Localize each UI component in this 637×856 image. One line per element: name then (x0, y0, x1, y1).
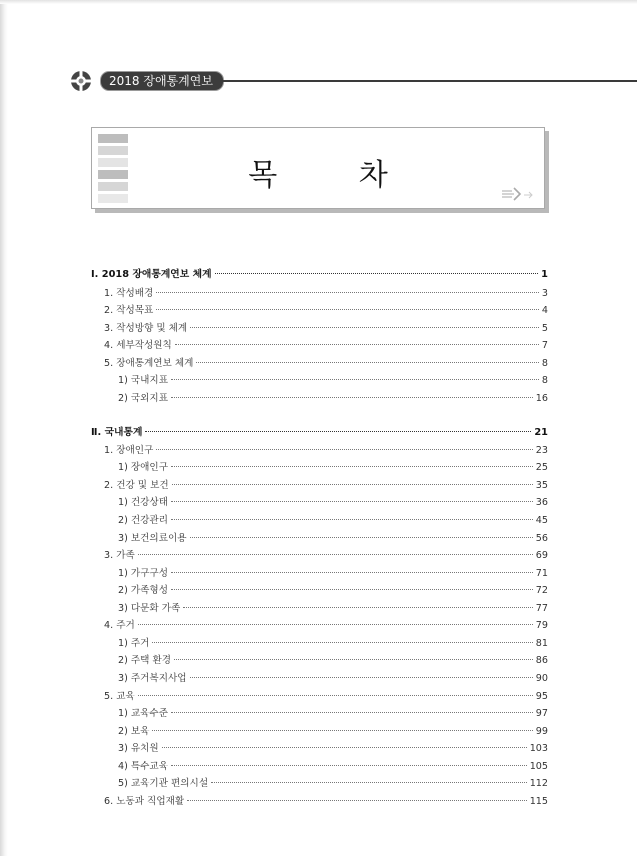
toc-entry-label: 1) 주거 (118, 638, 150, 649)
toc-entry-label: 1. 작성배경 (104, 288, 154, 299)
toc-entry[interactable] (118, 725, 548, 739)
dot-leader (152, 730, 532, 731)
toc-entry-label: 2) 건강관리 (118, 515, 168, 526)
toc-entry-page: 112 (529, 778, 548, 789)
header-rule (220, 80, 637, 82)
dot-leader (190, 327, 539, 328)
toc-entry-page: 105 (529, 761, 548, 772)
dot-leader (196, 362, 538, 363)
toc-entry-page: 7 (541, 340, 548, 351)
page-top-shadow (0, 0, 637, 4)
title-box (91, 127, 545, 209)
toc-entry-page: 21 (534, 427, 548, 438)
dot-leader (183, 607, 532, 608)
toc-entry[interactable] (118, 532, 548, 546)
toc-entry-page: 25 (535, 462, 548, 473)
toc-entry-page: 103 (529, 743, 548, 754)
toc-entry-page: 8 (541, 375, 548, 386)
toc-entry-label: 1) 건강상태 (118, 497, 168, 508)
dot-leader (174, 659, 533, 660)
toc-entry[interactable] (104, 549, 548, 563)
toc-entry-label: 1) 장애인구 (118, 462, 168, 473)
toc-entry[interactable] (104, 619, 548, 633)
toc-entry-page: 16 (535, 393, 548, 404)
toc-entry-page: 3 (541, 288, 548, 299)
toc-entry-label: 2) 가족형성 (118, 585, 168, 596)
toc-entry-label: 1. 장애인구 (104, 445, 154, 456)
toc-entry-page: 99 (535, 726, 548, 737)
toc-entry-label: 3) 유치원 (118, 743, 159, 754)
toc-entry[interactable] (118, 742, 548, 756)
toc-entry-page: 56 (535, 533, 548, 544)
toc-entry-label: 5. 장애통계연보 체계 (104, 358, 194, 369)
toc-entry-page: 97 (535, 708, 548, 719)
toc-entry-page: 5 (541, 323, 548, 334)
dot-leader (211, 782, 527, 783)
toc-entry-page: 45 (535, 515, 548, 526)
toc-entry[interactable] (118, 374, 548, 388)
dot-leader (156, 309, 539, 310)
toc-entry[interactable] (118, 514, 548, 528)
toc-entry[interactable] (118, 637, 548, 651)
toc-entry[interactable] (118, 707, 548, 721)
toc-entry[interactable] (118, 461, 548, 475)
toc-entry[interactable] (118, 672, 548, 686)
toc-entry[interactable] (91, 426, 548, 440)
dot-leader (175, 344, 539, 345)
dot-leader (171, 397, 533, 398)
toc-entry-page: 36 (535, 497, 548, 508)
toc-entry-label: 2. 작성목표 (104, 305, 154, 316)
toc-entry[interactable] (118, 496, 548, 510)
toc-entry-label: 1) 교육수준 (118, 708, 168, 719)
dot-leader (138, 554, 533, 555)
dot-leader (156, 449, 533, 450)
toc-entry-page: 69 (535, 550, 548, 561)
toc-entry[interactable] (118, 392, 548, 406)
dot-leader (171, 765, 527, 766)
dot-leader (171, 572, 533, 573)
arrow-right-icon (500, 186, 536, 202)
dot-leader (156, 292, 539, 293)
toc-entry-label: Ⅱ. 국내통계 (91, 427, 143, 438)
dot-leader (138, 695, 533, 696)
toc-entry-label: 2) 주택 환경 (118, 655, 172, 666)
dot-leader (171, 712, 533, 713)
toc-entry-page: 8 (541, 358, 548, 369)
toc-entry-label: 2. 건강 및 보건 (104, 480, 169, 491)
toc-entry-page: 95 (535, 691, 548, 702)
toc-entry-label: 1) 국내지표 (118, 375, 168, 386)
page-title: 목 차 (248, 158, 424, 193)
toc-entry[interactable] (104, 479, 548, 493)
toc-entry[interactable] (104, 304, 548, 318)
dot-leader (152, 642, 532, 643)
toc-entry-label: 3. 작성방향 및 체계 (104, 323, 188, 334)
toc-entry-page: 115 (529, 796, 548, 807)
running-header (70, 70, 637, 92)
toc-entry[interactable] (118, 777, 548, 791)
toc-entry-page: 86 (535, 655, 548, 666)
toc-entry-label: 3) 주거복지사업 (118, 673, 187, 684)
toc-entry-page: 79 (535, 620, 548, 631)
dot-leader (190, 677, 533, 678)
dot-leader (162, 747, 527, 748)
dot-leader (190, 537, 533, 538)
dot-leader (171, 519, 533, 520)
toc-entry-page: 81 (535, 638, 548, 649)
dot-leader (171, 501, 533, 502)
toc-entry[interactable] (118, 760, 548, 774)
header-label: 2018 장애통계연보 (100, 71, 224, 91)
toc-entry-page: 23 (535, 445, 548, 456)
toc-entry-label: 4. 세부작성원칙 (104, 340, 172, 351)
toc-entry[interactable] (118, 654, 548, 668)
dot-leader (215, 273, 539, 274)
toc-entry[interactable] (104, 795, 548, 809)
toc-entry-label: 4) 특수교육 (118, 761, 168, 772)
page-edge-shadow (0, 0, 8, 856)
toc-entry-page: 71 (535, 568, 548, 579)
toc-entry[interactable] (104, 444, 548, 458)
toc-entry[interactable] (104, 339, 548, 353)
toc-entry[interactable] (104, 322, 548, 336)
toc-entry-page: 77 (535, 603, 548, 614)
toc-entry[interactable] (104, 287, 548, 301)
toc-entry-page: 1 (541, 269, 548, 280)
toc-entry[interactable] (91, 268, 548, 282)
toc-entry[interactable] (118, 602, 548, 616)
toc-entry-label: 2) 보육 (118, 726, 150, 737)
dot-leader (145, 431, 531, 432)
toc-entry-page: 35 (535, 480, 548, 491)
dot-leader (171, 379, 539, 380)
dot-leader (138, 624, 533, 625)
toc-entry-label: 3. 가족 (104, 550, 135, 561)
toc-entry-label: Ⅰ. 2018 장애통계연보 체계 (91, 269, 212, 280)
dot-leader (187, 800, 527, 801)
toc-entry-label: 3) 다문화 가족 (118, 603, 181, 614)
toc-entry-label: 3) 보건의료이용 (118, 533, 187, 544)
toc-entry-page: 4 (541, 305, 548, 316)
toc-entry-page: 90 (535, 673, 548, 684)
toc-entry[interactable] (118, 584, 548, 598)
toc-entry-page: 72 (535, 585, 548, 596)
circle-logo-icon (70, 70, 92, 92)
dot-leader (171, 466, 533, 467)
toc-entry-label: 6. 노동과 직업재활 (104, 796, 185, 807)
toc-entry-label: 2) 국외지표 (118, 393, 168, 404)
dot-leader (171, 589, 533, 590)
toc-entry[interactable] (118, 567, 548, 581)
dot-leader (172, 484, 533, 485)
toc-entry[interactable] (104, 690, 548, 704)
toc-entry[interactable] (104, 357, 548, 371)
toc-entry-label: 5) 교육기관 편의시설 (118, 778, 209, 789)
toc-entry-label: 1) 가구구성 (118, 568, 168, 579)
toc-entry-label: 5. 교육 (104, 691, 135, 702)
toc-entry-label: 4. 주거 (104, 620, 135, 631)
